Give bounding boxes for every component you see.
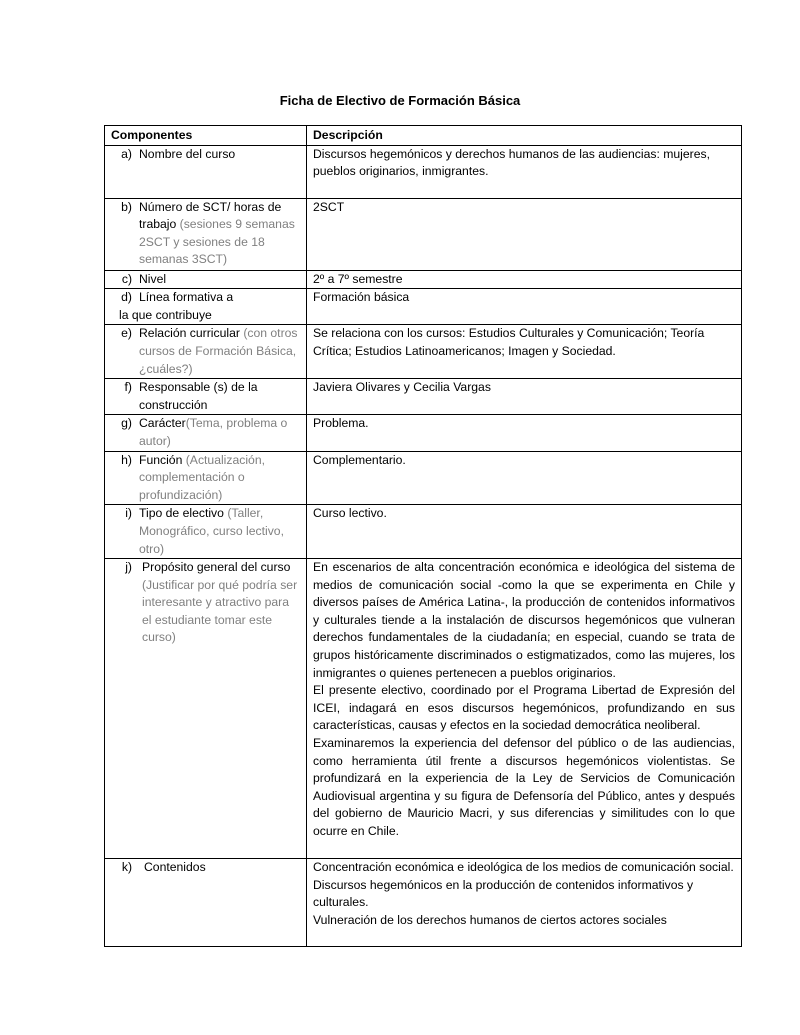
description-paragraph: Discursos hegemónicos en la producción de contenidos informativos y culturales. [313,877,694,910]
row-f-description: Javiera Olivares y Cecilia Vargas [307,379,742,415]
row-g-description: Problema. [307,415,742,451]
description-paragraph: Examinaremos la experiencia del defensor del público o de las audiencias, como herramienta útil frente a discursos hegemónicos violentistas. Se profundizará en la experiencia de la Ley de Servicios de Comunicación Audiovisual argentina y su figura de Defensoría del Público, antes y después del gobierno de Mauricio Macri, y sus diferencias y similitudes con lo que ocurre en Chile. [313,736,735,838]
row-a-component [105,145,307,198]
row-letter: j) [125,560,132,575]
row-label: Función [139,452,183,467]
row-letter: f) [124,380,132,395]
row-e-description: Se relaciona con los cursos: Estudios Culturales y Comunicación; Teoría Crítica; Estudios Latinoamericanos; Imagen y Sociedad. [307,325,742,379]
row-label: Tipo de electivo [139,506,224,521]
table-row [105,289,742,325]
description-paragraph: El presente electivo, coordinado por el Programa Libertad de Expresión del ICEI, indagará en esos discursos hegemónicos, profundizando en sus características, causas y efectos en la sociedad democrática neoliberal. [313,683,735,733]
row-i-description: Curso lectivo. [307,505,742,559]
table-row [105,325,742,379]
row-label: Nombre del curso [139,146,236,161]
row-letter: g) [121,416,132,431]
table-row [105,559,742,859]
row-note: (Actualización, complementación o profundización) [139,452,266,502]
row-label: Número de SCT/ horas de trabajo [139,199,282,232]
header-componentes: Componentes [105,126,307,146]
table-row [105,145,742,198]
description-paragraph: En escenarios de alta concentración económica e ideológica del sistema de medios de comunicación social -como la que se experimenta en Chile y diversos países de América Latina-, la producción de contenidos informativos y culturales tiende a la instalación de discursos hegemónicos que vulneran derechos fundamentales de la ciudadanía; en especial, cuando se trata de grupos históricamente discriminados o estigmatizados, como las mujeres, los inmigrantes o quienes pertenecen a pueblos originarios. [313,560,735,680]
table-row [105,505,742,559]
row-label-continuation: la que contribuye [119,307,212,322]
row-c-component [105,270,307,289]
row-label: Responsable (s) de la construcción [139,380,258,412]
row-note: (Taller, Monográfico, curso lectivo, otro) [139,506,284,556]
row-d-description: Formación básica [307,289,742,325]
table-row [105,198,742,270]
row-k-description [307,859,742,947]
row-letter: e) [121,326,132,341]
row-label: Línea formativa a [139,290,234,305]
row-label: Carácter [139,416,186,431]
row-h-description: Complementario. [307,451,742,505]
header-descripcion: Descripción [307,126,742,146]
row-label: Propósito general del curso [142,560,291,575]
row-c-description: 2º a 7º semestre [307,270,742,289]
row-note: (sesiones 9 semanas 2SCT y sesiones de 18 semanas 3SCT) [139,217,295,267]
document-title: Ficha de Electivo de Formación Básica [279,93,521,108]
row-letter: b) [121,199,132,214]
row-letter: a) [121,146,132,161]
row-b-description: 2SCT [307,198,742,270]
row-a-description: Discursos hegemónicos y derechos humanos de las audiencias: mujeres, pueblos originarios, inmigrantes. [307,145,742,198]
table-row [105,415,742,451]
row-note: (Tema, problema o autor) [139,416,288,448]
row-letter: c) [121,271,132,286]
description-paragraph: Concentración económica e ideológica de los medios de comunicación social. [313,860,734,875]
table-header-row [105,126,742,146]
electivo-table [104,125,742,947]
row-b-component [105,198,307,270]
row-label: Relación curricular [139,326,240,341]
row-letter: h) [121,452,132,467]
table-row [105,859,742,947]
row-d-component [105,289,307,325]
table-row [105,379,742,415]
row-e-component [105,325,307,379]
row-j-component [105,559,307,859]
row-letter: i) [125,506,132,521]
row-label: Contenidos [144,860,206,875]
table-row [105,270,742,289]
row-f-component [105,379,307,415]
row-i-component [105,505,307,559]
table-row [105,451,742,505]
row-label: Nivel [139,271,167,286]
row-letter: d) [121,290,132,305]
description-paragraph: Vulneración de los derechos humanos de ciertos actores sociales [313,912,667,927]
row-h-component [105,451,307,505]
row-note: (con otros cursos de Formación Básica, ¿cuáles?) [139,326,298,376]
row-note: (Justificar por qué podría ser interesante y atractivo para el estudiante tomar este curso) [142,577,298,645]
row-letter: k) [121,860,132,875]
row-k-component [105,859,307,947]
row-g-component [105,415,307,451]
row-j-description [307,559,742,859]
